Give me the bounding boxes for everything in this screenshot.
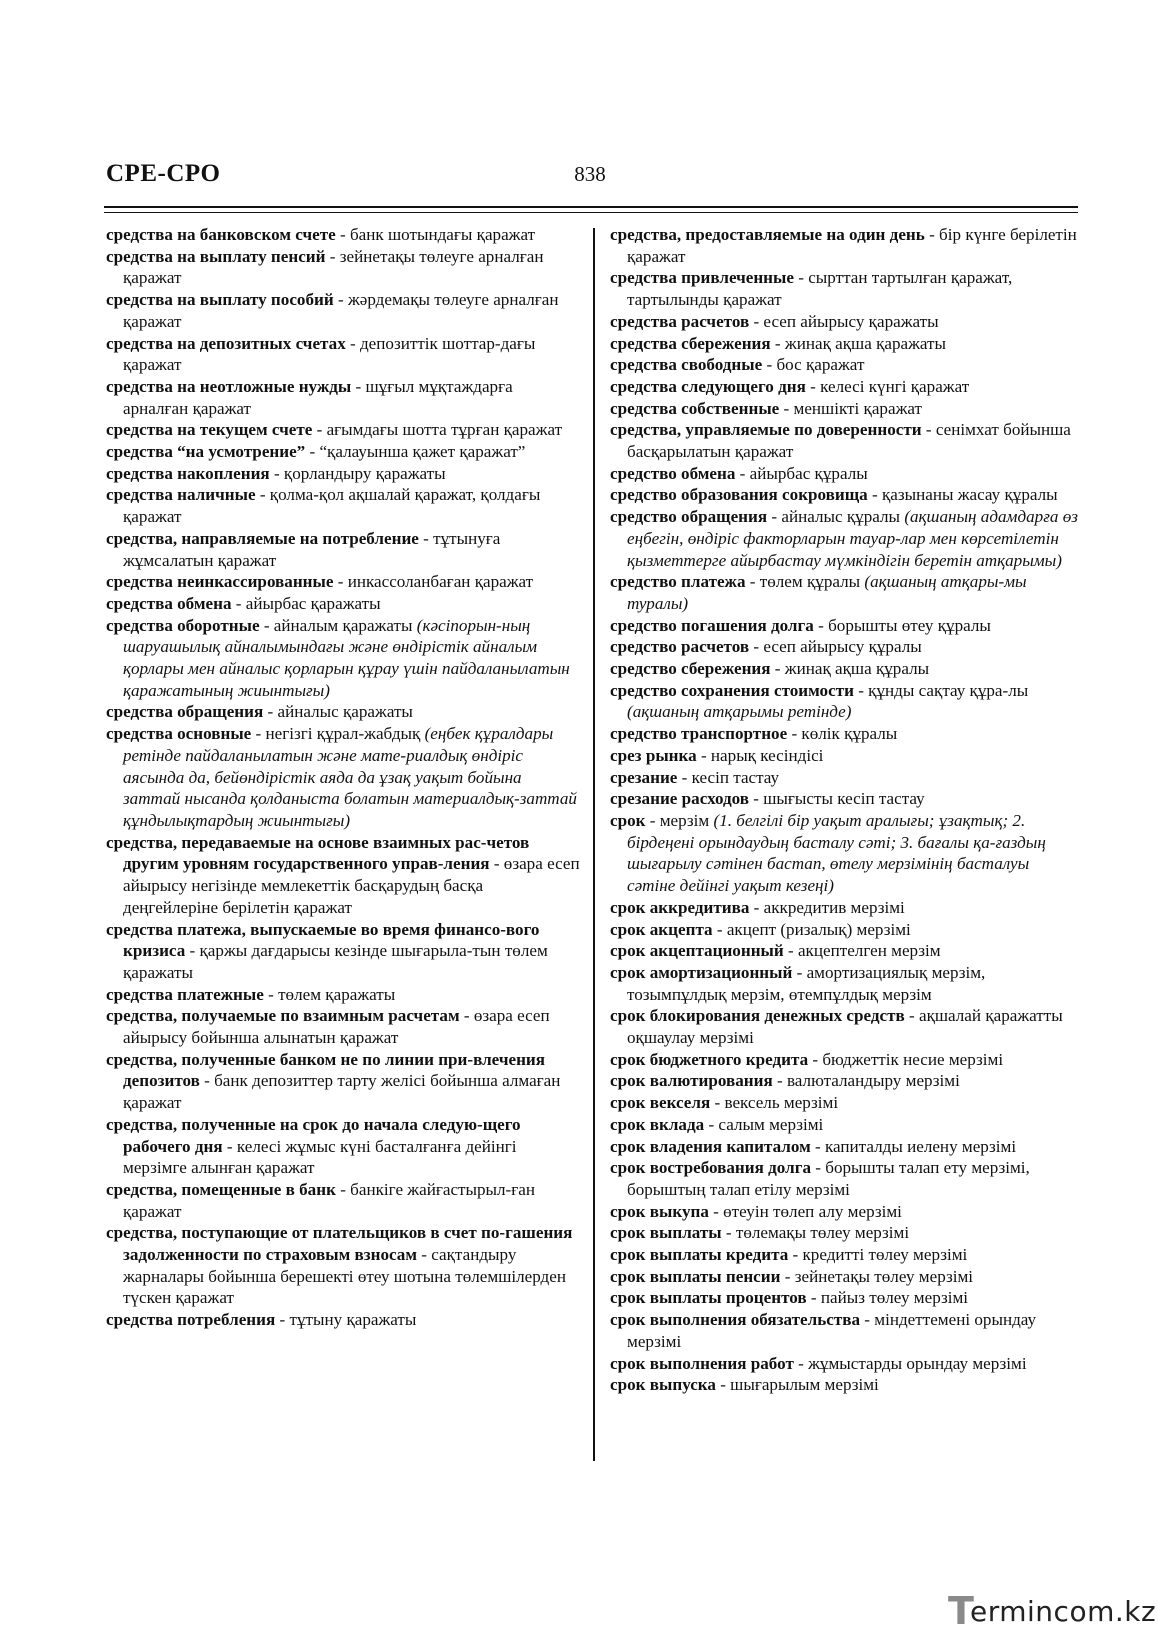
entry-definition: - бір күнге берілетін қаражат	[627, 225, 1077, 266]
entry-term: срок амортизационный	[610, 962, 793, 982]
entry-term: средства оборотные	[106, 615, 260, 635]
entry-note: (ақшаның атқары-мы туралы)	[627, 572, 1027, 613]
entry-term: срезание	[610, 767, 678, 787]
entry-definition: - қолма-қол ақшалай қаражат, қолдағы қаражат	[123, 485, 541, 527]
dictionary-entry	[610, 1049, 1078, 1071]
entry-term: средства наличные	[106, 485, 256, 505]
header-rule-thick	[104, 206, 1078, 208]
entry-term: срок выкупа	[610, 1201, 709, 1221]
entry-term: средство образования сокровища	[610, 485, 868, 505]
dictionary-entry	[610, 1136, 1078, 1158]
entry-definition: - сырттан тартылған қаражат, тартылынды қаражат	[627, 268, 1013, 310]
column-divider	[593, 228, 595, 1461]
dictionary-entry	[610, 658, 1078, 680]
entry-note: (ақшаның атқарымы ретінде)	[627, 702, 852, 722]
dictionary-entry	[106, 615, 582, 702]
dictionary-entry	[610, 1266, 1078, 1288]
entry-term: средства свободные	[610, 355, 763, 375]
entry-term: срок выпуска	[610, 1375, 716, 1395]
entry-term: срез рынка	[610, 745, 697, 765]
entry-definition: - банк депозиттер тарту желісі бойынша алмаған қаражат	[123, 1071, 561, 1113]
entry-definition: - зейнетақы төлеуге арналған қаражат	[123, 246, 544, 288]
entry-definition: - борышты талап ету мерзімі, борыштың талап етілу мерзімі	[627, 1158, 1030, 1199]
dictionary-entry	[106, 1005, 582, 1048]
entry-definition: - банкіге жайғастырыл-ған қаражат	[123, 1179, 535, 1221]
entry-definition: - салым мерзімі	[704, 1114, 824, 1134]
dictionary-entry	[106, 376, 582, 419]
entry-definition: - көлік құралы	[787, 724, 898, 744]
entry-term: срок владения капиталом	[610, 1136, 811, 1156]
entry-term: средство сохранения стоимости	[610, 680, 854, 700]
entry-definition: - борышты өтеу құралы	[813, 615, 991, 635]
dictionary-entry	[106, 1179, 582, 1222]
entry-definition: - жинақ ақша қаражаты	[770, 333, 947, 353]
entry-definition: - бос қаражат	[762, 355, 865, 375]
entry-term: средства привлеченные	[610, 268, 794, 288]
entry-definition: - есеп айырысу құралы	[749, 637, 922, 657]
dictionary-entry	[106, 224, 582, 246]
entry-term: срок акцептационный	[610, 941, 784, 961]
dictionary-entry	[610, 1309, 1078, 1352]
entry-term: средства на неотложные нужды	[106, 376, 352, 396]
dictionary-entry	[610, 333, 1078, 355]
dictionary-entry	[610, 484, 1078, 506]
entry-definition: - шұғыл мұқтаждарға арналған қаражат	[123, 376, 513, 418]
header-rule-thin	[104, 212, 1078, 213]
entry-definition: - төлемақы төлеу мерзімі	[721, 1223, 910, 1243]
entry-definition: - ағымдағы шотта тұрған қаражат	[312, 420, 563, 440]
entry-definition: - тұтынуға жұмсалатын қаражат	[123, 528, 501, 570]
right-column	[610, 224, 1078, 1396]
entry-definition: - банк шотындағы қаражат	[335, 225, 536, 244]
entry-definition: - қаржы дағдарысы кезінде шығарыла-тын төлем қаражаты	[123, 941, 548, 982]
dictionary-entry	[610, 1005, 1078, 1048]
dictionary-entry	[106, 419, 582, 441]
entry-term: средства на банковском счете	[106, 225, 336, 244]
entry-definition: - өтеуін төлеп алу мерзімі	[708, 1201, 902, 1221]
entry-term: средства, поступающие от плательщиков в счет по-гашения задолженности по страховым взносам	[106, 1223, 573, 1265]
dictionary-entry	[106, 919, 582, 984]
entry-definition: - айырбас қаражаты	[231, 593, 381, 613]
entry-term: срок валютирования	[610, 1071, 773, 1091]
entry-term: средства, передаваемые на основе взаимных рас-четов другим уровням государственного управ-ления	[106, 832, 530, 874]
entry-definition: - келесі жұмыс күні басталғанға дейінгі мерзімге алынған қаражат	[123, 1136, 517, 1178]
entry-term: средства, помещенные в банк	[106, 1179, 336, 1199]
dictionary-entry	[610, 267, 1078, 310]
entry-definition: - валюталандыру мерзімі	[772, 1071, 960, 1091]
entry-term: средства, полученные на срок до начала следую-щего рабочего дня	[106, 1114, 521, 1156]
dictionary-entry	[106, 246, 582, 289]
entry-term: средство обмена	[610, 463, 736, 483]
dictionary-entry	[610, 1092, 1078, 1114]
dictionary-entry	[610, 354, 1078, 376]
dictionary-entry	[610, 398, 1078, 420]
entry-definition: - тұтыну қаражаты	[275, 1310, 417, 1330]
entry-definition: - капиталды иелену мерзімі	[810, 1136, 1017, 1156]
entry-definition: - нарық кесіндісі	[696, 745, 824, 765]
dictionary-entry	[106, 441, 582, 463]
entry-definition: - міндеттемені орындау мерзімі	[627, 1310, 1037, 1351]
entry-term: средства обмена	[106, 593, 232, 613]
dictionary-entry	[610, 1222, 1078, 1244]
entry-definition: - айналыс құралы	[767, 507, 905, 527]
dictionary-entry	[106, 333, 582, 376]
entry-definition: - сенімхат бойынша басқарылатын қаражат	[627, 420, 1071, 462]
entry-definition: - айналыс қаражаты	[263, 702, 413, 722]
entry-definition: - зейнетақы төлеу мерзімі	[780, 1266, 974, 1286]
entry-term: средства, предоставляемые на один день	[610, 225, 925, 244]
entry-term: средство платежа	[610, 572, 746, 592]
entry-term: срок выплаты кредита	[610, 1245, 789, 1265]
entry-definition: - инкассоланбаған қаражат	[333, 572, 534, 592]
logo-text: ermincom.kz	[970, 1595, 1157, 1628]
dictionary-entry	[610, 723, 1078, 745]
entry-term: средства на выплату пособий	[106, 290, 334, 310]
dictionary-entry	[610, 1070, 1078, 1092]
entry-definition: - меншікті қаражат	[779, 398, 922, 418]
page-range-header: СРЕ-СРО	[106, 160, 221, 187]
dictionary-entry	[610, 224, 1078, 267]
dictionary-entry	[610, 1287, 1078, 1309]
dictionary-entry	[106, 289, 582, 332]
dictionary-entry	[610, 1114, 1078, 1136]
dictionary-entry	[610, 636, 1078, 658]
dictionary-entry	[106, 701, 582, 723]
entry-term: срок блокирования денежных средств	[610, 1006, 905, 1026]
entry-definition: - акцептелген мерзім	[783, 941, 941, 961]
dictionary-entry	[610, 962, 1078, 1005]
entry-term: средство транспортное	[610, 724, 788, 744]
termincom-logo	[948, 1589, 1157, 1633]
entry-term: срок векселя	[610, 1093, 711, 1113]
entry-term: средства на текущем счете	[106, 420, 313, 440]
dictionary-entry	[106, 463, 582, 485]
entry-term: средства, полученные банком не по линии при-влечения депозитов	[106, 1049, 546, 1091]
dictionary-entry	[106, 484, 582, 527]
entry-definition: - амортизациялық мерзім, тозымпұлдық мерзім, өтемпұлдық мерзім	[627, 962, 986, 1004]
entry-term: средство обращения	[610, 507, 768, 527]
entry-term: срок выплаты пенсии	[610, 1266, 781, 1286]
entry-term: средства расчетов	[610, 311, 750, 331]
entry-term: средства следующего дня	[610, 376, 806, 396]
entry-term: срок бюджетного кредита	[610, 1049, 809, 1069]
dictionary-entry	[610, 919, 1078, 941]
dictionary-entry	[106, 1049, 582, 1114]
dictionary-entry	[610, 788, 1078, 810]
entry-term: срок выполнения работ	[610, 1353, 794, 1373]
entry-term: срок выплаты процентов	[610, 1288, 807, 1308]
entry-definition: - өзара есеп айырысу бойынша алынатын қаражат	[123, 1006, 550, 1048]
dictionary-entry	[610, 940, 1078, 962]
dictionary-entry	[106, 571, 582, 593]
entry-definition: - айналым қаражаты	[259, 615, 417, 635]
dictionary-entry	[106, 593, 582, 615]
dictionary-entry	[106, 1309, 582, 1331]
dictionary-entry	[610, 680, 1078, 723]
entry-definition: - “қалауынша қажет қаражат”	[305, 442, 526, 462]
entry-term: средства накопления	[106, 463, 270, 483]
dictionary-entry	[610, 1201, 1078, 1223]
entry-definition: - вексель мерзімі	[710, 1093, 839, 1113]
dictionary-entry	[106, 1222, 582, 1309]
entry-term: средства, управляемые по доверенности	[610, 420, 922, 440]
entry-term: срезание расходов	[610, 789, 750, 809]
dictionary-entry	[106, 528, 582, 571]
dictionary-entry	[610, 571, 1078, 614]
page-number: 838	[574, 162, 606, 186]
entry-note: (1. белгілі бір уақыт аралығы; ұзақтық; 2. бірдеңені орындаудың басталу сәті; 3. бағалы қа-ғаздың шығарылу сәтінен бастап, өтелу мерзімінің басталуы сәтіне дейінгі уақыт кезеңі)	[627, 810, 1046, 896]
entry-definition: - құнды сақтау құра-лы	[853, 680, 1029, 700]
dictionary-entry	[610, 419, 1078, 462]
entry-term: средства “на усмотрение”	[106, 442, 306, 462]
dictionary-entry	[610, 1374, 1078, 1396]
entry-term: срок	[610, 810, 646, 830]
entry-term: средства неинкассированные	[106, 572, 334, 592]
entry-term: средства собственные	[610, 398, 780, 418]
entry-term: средства, получаемые по взаимным расчетам	[106, 1006, 460, 1026]
entry-definition: - өзара есеп айырысу негізінде мемлекеттік басқарудың басқа деңгейлеріне берілетін қаражат	[123, 854, 580, 917]
entry-definition: - негізгі құрал-жабдық	[251, 724, 425, 744]
entry-definition: - мерзім	[645, 810, 714, 830]
entry-term: срок выполнения обязательства	[610, 1310, 861, 1330]
dictionary-entry	[610, 1157, 1078, 1200]
entry-definition: - айырбас құралы	[735, 463, 868, 483]
entry-term: средства на депозитных счетах	[106, 333, 346, 353]
dictionary-entry	[610, 506, 1078, 571]
entry-term: срок выплаты	[610, 1223, 722, 1243]
entry-note: (ақшаның адамдарға өз еңбегін, өндіріс факторларын тауар-лар мен көрсетілетін қызметтерге айырбастау мүмкіндігін беретін атқарымы)	[627, 507, 1078, 570]
dictionary-entry	[106, 1114, 582, 1179]
entry-definition: - бюджеттік несие мерзімі	[808, 1049, 1004, 1069]
entry-definition: - келесі күнгі қаражат	[805, 376, 970, 396]
dictionary-entry	[610, 376, 1078, 398]
entry-term: срок вклада	[610, 1114, 705, 1134]
entry-definition: - шығысты кесіп тастау	[749, 789, 925, 809]
dictionary-entry	[610, 810, 1078, 897]
entry-definition: - сақтандыру жарналары бойынша берешекті өтеу шотына төлемшілерден түскен қаражат	[123, 1245, 566, 1308]
entry-term: средства обращения	[106, 702, 264, 722]
entry-term: срок востребования долга	[610, 1158, 812, 1178]
dictionary-entry	[610, 615, 1078, 637]
entry-definition: - ақшалай қаражатты оқшаулау мерзімі	[627, 1006, 1063, 1048]
entry-term: средство погашения долга	[610, 615, 814, 635]
dictionary-entry	[610, 1353, 1078, 1375]
entry-term: средство сбережения	[610, 659, 771, 679]
entry-term: срок акцепта	[610, 919, 713, 939]
entry-term: срок аккредитива	[610, 897, 750, 917]
dictionary-entry	[610, 463, 1078, 485]
dictionary-entry	[610, 745, 1078, 767]
entry-note: (кәсіпорын-ның шаруашылық айналымындағы және өндірістік айналым қорлары мен айналыс қорларын құрау үшін пайдаланылатын қаражатының жиынтығы)	[123, 615, 570, 700]
entry-definition: - кесіп тастау	[677, 767, 780, 787]
dictionary-entry	[106, 984, 582, 1006]
entry-term: средства основные	[106, 724, 252, 744]
entry-definition: - пайыз төлеу мерзімі	[806, 1288, 969, 1308]
entry-definition: - акцепт (ризалық) мерзімі	[712, 919, 911, 939]
dictionary-entry	[610, 767, 1078, 789]
entry-definition: - төлем құралы	[745, 572, 865, 592]
logo-mark-icon: T	[948, 1589, 974, 1633]
entry-definition: - жәрдемақы төлеуге арналған қаражат	[123, 290, 559, 331]
dictionary-entry	[610, 311, 1078, 333]
entry-definition: - кредитті төлеу мерзімі	[788, 1245, 968, 1265]
entry-term: средства потребления	[106, 1310, 276, 1330]
dictionary-entry	[106, 723, 582, 832]
entry-term: средство расчетов	[610, 637, 750, 657]
left-column	[106, 224, 582, 1331]
dictionary-entry	[610, 1244, 1078, 1266]
entry-note: (еңбек құралдары ретінде пайдаланылатын және мате-риалдық өндіріс аясында да, бейөндірістік аяда да ұзақ уақыт бойына заттай нысанда қолданыста болатын материалдық-заттай құндылықтардың жиынтығы)	[123, 724, 577, 830]
dictionary-entry	[106, 832, 582, 919]
entry-definition: - шығарылым мерзімі	[715, 1375, 879, 1395]
entry-definition: - жұмыстарды орындау мерзімі	[793, 1353, 1027, 1373]
entry-term: средства платежные	[106, 984, 264, 1004]
entry-term: средства сбережения	[610, 333, 771, 353]
entry-definition: - есеп айырысу қаражаты	[749, 311, 939, 331]
dictionary-entry	[610, 897, 1078, 919]
entry-term: средства, направляемые на потребление	[106, 528, 419, 548]
entry-definition: - қазынаны жасау құралы	[867, 485, 1058, 505]
entry-definition: - аккредитив мерзімі	[749, 897, 905, 917]
entry-definition: - депозиттік шоттар-дағы қаражат	[123, 333, 536, 375]
entry-term: средства платежа, выпускаемые во время финансо-вого кризиса	[106, 919, 540, 961]
entry-term: средства на выплату пенсий	[106, 246, 326, 266]
entry-definition: - қорландыру қаражаты	[269, 463, 446, 483]
entry-definition: - жинақ ақша құралы	[770, 659, 930, 679]
entry-definition: - төлем қаражаты	[263, 984, 396, 1004]
